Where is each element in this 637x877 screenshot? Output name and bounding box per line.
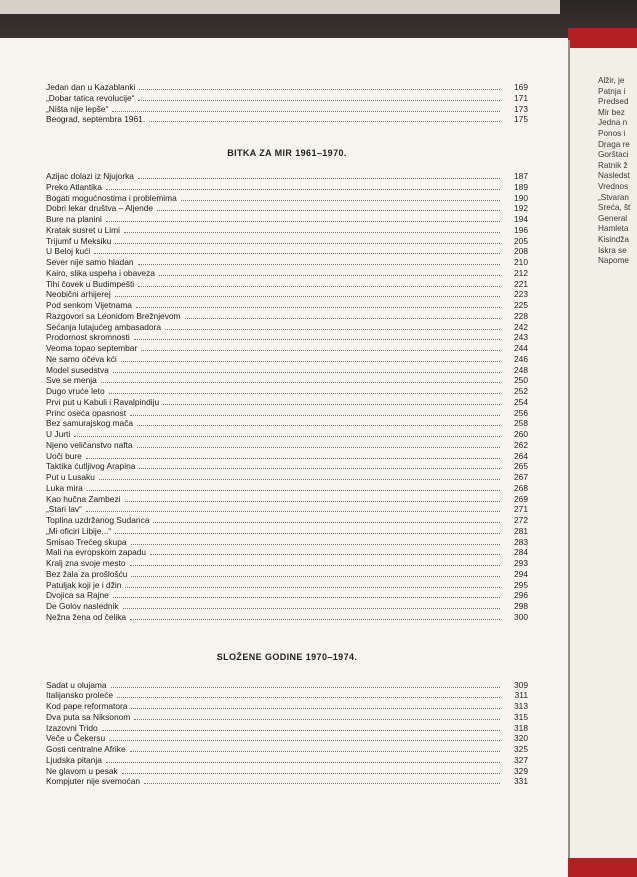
toc-page-number: 223: [514, 289, 528, 300]
previous-page-edge: [0, 0, 560, 14]
toc-entry-title: Nežna žena od čelika: [46, 611, 127, 622]
dot-leader: [139, 467, 500, 469]
toc-page-number: 205: [514, 235, 528, 246]
dot-leader: [131, 575, 500, 577]
toc-entry: [46, 289, 528, 300]
toc-entry: [46, 451, 528, 462]
dot-leader: [124, 231, 500, 233]
toc-entry-title: Razgovori sa Leonidom Brežnjevom: [46, 310, 181, 321]
toc-entry-title: Toplina uzdržanog Sudanca: [46, 515, 150, 525]
dot-leader: [94, 252, 500, 254]
toc-entry: [46, 311, 528, 322]
toc-entry: [46, 114, 528, 125]
toc-entry-title: Put u Lusaku: [46, 472, 95, 482]
toc-entry-title: Bogati mogućnostima i problemima: [46, 192, 177, 203]
toc-entry: [46, 712, 528, 723]
toc-entry: [46, 680, 528, 691]
toc-entry-title: Italijansko proleće: [46, 690, 114, 701]
book-cover-edge-top: [568, 28, 637, 48]
toc-page-number: 175: [514, 114, 528, 125]
toc-page-number: 194: [514, 214, 528, 224]
toc-entry: [46, 82, 528, 93]
adjacent-page-line: Jedna n: [598, 118, 628, 128]
dot-leader: [157, 209, 500, 211]
toc-page-number: 242: [514, 321, 528, 332]
dot-leader: [117, 696, 500, 698]
dot-leader: [106, 188, 500, 190]
toc-page-number: 262: [514, 439, 528, 450]
adjacent-page-line: Predsed: [598, 97, 629, 107]
toc-entry: [46, 408, 528, 419]
toc-page-number: 313: [514, 701, 528, 711]
toc-entry-title: Gosti centralne Afrike: [46, 744, 126, 754]
dot-leader: [122, 772, 500, 774]
toc-entry-title: Veoma topao septembar: [46, 343, 138, 353]
toc-entry-title: Patuljak koji je i džin: [46, 579, 122, 590]
dot-leader: [99, 478, 500, 480]
toc-entry: [46, 193, 528, 204]
toc-page-number: 190: [514, 192, 528, 203]
toc-entry-title: Preko Atlantika: [46, 181, 102, 192]
toc-entry-title: Dva puta sa Niksonom: [46, 711, 131, 722]
adjacent-page-line: Iskra se: [598, 245, 627, 255]
toc-entry: [46, 322, 528, 333]
toc-page-number: 281: [514, 525, 528, 536]
toc-page-number: 283: [514, 536, 528, 547]
toc-entry: [46, 365, 528, 376]
adjacent-page-line: Napome: [598, 256, 629, 266]
toc-page-number: 295: [514, 579, 528, 590]
dot-leader: [149, 120, 500, 122]
toc-entry-title: „Ništa nije lepše“: [46, 103, 109, 114]
toc-section-bitka-za-mir: [46, 171, 528, 623]
toc-page-number: 320: [514, 733, 528, 744]
toc-entry: [46, 236, 528, 247]
toc-entry: [46, 601, 528, 612]
toc-entry: [46, 104, 528, 115]
dot-leader: [134, 338, 500, 340]
toc-entry: [46, 590, 528, 601]
toc-page-number: 298: [514, 601, 528, 611]
toc-entry: [46, 300, 528, 311]
toc-entry: [46, 766, 528, 777]
toc-entry: [46, 279, 528, 290]
toc-entry: [46, 93, 528, 104]
dot-leader: [113, 596, 500, 598]
dot-leader: [141, 349, 500, 351]
toc-entry: [46, 483, 528, 494]
adjacent-page-line: Gorštaci: [598, 150, 629, 160]
toc-entry-title: Smisao Trećeg skupa: [46, 536, 127, 547]
toc-entry: [46, 343, 528, 354]
toc-page-number: 309: [514, 679, 528, 690]
toc-entry: [46, 418, 528, 429]
toc-entry: [46, 504, 528, 515]
toc-entry: [46, 257, 528, 268]
toc-entry: [46, 203, 528, 214]
dot-leader: [86, 510, 500, 512]
adjacent-page-line: Nasledst: [598, 171, 630, 181]
toc-page-number: 189: [514, 181, 528, 192]
dot-leader: [136, 306, 500, 308]
section-heading-bitka-za-mir: BITKA ZA MIR 1961–1970.: [227, 148, 347, 158]
toc-entry-title: Kao hučna Zambezi: [46, 493, 121, 504]
toc-entry: [46, 733, 528, 744]
toc-page-number: 250: [514, 375, 528, 386]
dot-leader: [181, 199, 500, 201]
toc-page-number: 311: [514, 690, 528, 701]
toc-page-number: 248: [514, 364, 528, 375]
adjacent-page-line: Hamleta: [598, 224, 629, 234]
toc-entry-title: Kratak susret u Limi: [46, 224, 121, 235]
dot-leader: [138, 177, 500, 179]
toc-entry: [46, 386, 528, 397]
toc-entry: [46, 461, 528, 472]
toc-page-number: 325: [514, 744, 528, 754]
toc-entry-title: Sadat u olujama: [46, 679, 107, 690]
dot-leader: [106, 761, 500, 763]
toc-page-number: 173: [514, 103, 528, 114]
dot-leader: [163, 403, 500, 405]
toc-entry-title: Bez žala za prošlošću: [46, 568, 128, 579]
toc-page-number: 300: [514, 611, 528, 622]
toc-entry: [46, 537, 528, 548]
toc-entry-title: Prodornost skromnosti: [46, 332, 130, 343]
dot-leader: [159, 274, 500, 276]
toc-entry-title: Model susedstva: [46, 364, 109, 375]
toc-page-number: 284: [514, 547, 528, 558]
toc-entry-title: Dobri lekar društva – Aljende: [46, 203, 154, 214]
toc-entry: [46, 354, 528, 365]
toc-page-number: 246: [514, 353, 528, 364]
adjacent-page-line: General: [598, 213, 628, 223]
dot-leader: [125, 500, 501, 502]
toc-entry-title: Pod senkom Vijetnama: [46, 300, 132, 310]
dot-leader: [130, 618, 500, 620]
toc-entry: [46, 526, 528, 537]
toc-page-number: 243: [514, 332, 528, 343]
toc-entry-title: Mali na evropskom zapadu: [46, 547, 147, 558]
toc-entry-title: Uoči bure: [46, 450, 82, 461]
dot-leader: [165, 328, 500, 330]
dot-leader: [131, 543, 500, 545]
toc-page-number: 225: [514, 300, 528, 310]
adjacent-page-line: Kisindža: [598, 234, 629, 244]
toc-entry-title: Sećanja lutajućeg ambasadora: [46, 321, 162, 332]
dot-leader: [185, 317, 500, 319]
dot-leader: [112, 110, 500, 112]
toc-entry: [46, 494, 528, 505]
toc-page-number: 254: [514, 396, 528, 407]
toc-page-number: 221: [514, 278, 528, 289]
toc-entry-title: Ne samo očeva kći: [46, 353, 117, 364]
toc-page-number: 256: [514, 407, 528, 418]
toc-entry-title: Prvi put u Kabuli i Ravalpindiju: [46, 396, 160, 407]
dot-leader: [125, 586, 500, 588]
toc-entry-title: Kairo, slika uspeha i obaveza: [46, 267, 155, 278]
toc-page-number: 331: [514, 776, 528, 787]
dot-leader: [74, 435, 500, 437]
toc-entry: [46, 472, 528, 483]
toc-entry-title: De Golov naslednik: [46, 601, 119, 611]
table-of-contents: [46, 82, 528, 787]
toc-page-number: 228: [514, 310, 528, 321]
dot-leader: [101, 381, 500, 383]
toc-entry-title: Taktika ćutljivog Arapina: [46, 461, 136, 472]
toc-entry: [46, 268, 528, 279]
dot-leader: [137, 424, 500, 426]
dot-leader: [109, 392, 500, 394]
toc-entry-title: Princ oseća opasnost: [46, 407, 127, 418]
toc-entry: [46, 171, 528, 182]
toc-entry-title: Jedan dan u Kazablanki: [46, 82, 136, 92]
dot-leader: [115, 295, 500, 297]
toc-entry: [46, 332, 528, 343]
adjacent-page-line: Draga re: [598, 139, 630, 149]
toc-entry-title: Dugo vruće leto: [46, 386, 105, 396]
toc-entry-title: „Dobar tatica revolucije“: [46, 92, 135, 103]
dot-leader: [113, 371, 500, 373]
dot-leader: [150, 553, 500, 555]
toc-entry-title: U Jurti: [46, 429, 71, 439]
toc-entry-title: Kod pape reformatora: [46, 701, 128, 711]
toc-page-number: 294: [514, 568, 528, 579]
dot-leader: [115, 242, 500, 244]
toc-entry: [46, 723, 528, 734]
toc-entry: [46, 214, 528, 225]
dot-leader: [153, 521, 500, 523]
dot-leader: [115, 532, 500, 534]
toc-entry-title: Luka mira: [46, 482, 83, 493]
dot-leader: [87, 489, 500, 491]
toc-entry-title: Beograd, septembra 1961.: [46, 114, 146, 125]
toc-page-number: 265: [514, 461, 528, 472]
adjacent-page-line: Vrednos: [598, 181, 629, 191]
toc-entry-title: Bez samurajskog mača: [46, 418, 134, 429]
top-background-band: [0, 0, 637, 40]
toc-entry: [46, 515, 528, 526]
toc-page-number: 296: [514, 590, 528, 601]
toc-page-number: 187: [514, 171, 528, 181]
adjacent-page-line: Ratnik ž: [598, 160, 628, 170]
dot-leader: [131, 707, 500, 709]
dot-leader: [121, 360, 500, 362]
toc-entry: [46, 429, 528, 440]
toc-entry: [46, 397, 528, 408]
toc-entry: [46, 246, 528, 257]
toc-page-number: 260: [514, 429, 528, 439]
dot-leader: [130, 750, 500, 752]
section-heading-slozene-godine: SLOŽENE GODINE 1970–1974.: [216, 651, 358, 662]
toc-page-number: 258: [514, 418, 528, 429]
toc-entry: [46, 690, 528, 701]
dot-leader: [111, 686, 500, 688]
adjacent-page-line: „Stvaran: [598, 192, 629, 202]
toc-entry: [46, 569, 528, 580]
dot-leader: [139, 88, 500, 90]
toc-entry-title: Ne glavom u pesak: [46, 765, 118, 776]
toc-page-number: 293: [514, 558, 528, 568]
dot-leader: [134, 718, 500, 720]
toc-page-number: 264: [514, 450, 528, 461]
toc-entry: [46, 225, 528, 236]
toc-page-number: 252: [514, 386, 528, 396]
toc-entry-title: „Stari lav“: [46, 504, 82, 515]
toc-entry-title: Trijumf u Meksiku: [46, 235, 112, 246]
book-cover-edge-bottom: [568, 858, 637, 877]
toc-page-number: 269: [514, 493, 528, 504]
toc-entry: [46, 547, 528, 558]
adjacent-page-line: Patnja i: [598, 86, 626, 96]
toc-entry-title: Sve se menja: [46, 375, 97, 386]
adjacent-page: [570, 48, 637, 858]
dot-leader: [102, 729, 500, 731]
toc-page-number: 329: [514, 765, 528, 776]
toc-entry-title: Bure na planini: [46, 214, 102, 224]
toc-page-number: 192: [514, 203, 528, 214]
dot-leader: [138, 285, 500, 287]
dot-leader: [123, 607, 500, 609]
toc-entry: [46, 440, 528, 451]
adjacent-page-line: Mir bez: [598, 107, 625, 117]
toc-page-number: 267: [514, 472, 528, 482]
toc-entry: [46, 701, 528, 712]
dot-leader: [130, 564, 500, 566]
toc-entry-title: U Beloj kući: [46, 246, 91, 257]
toc-entry-title: Tihi čovek u Budimpešti: [46, 278, 135, 289]
toc-entry: [46, 612, 528, 623]
toc-entry: [46, 375, 528, 386]
toc-entry-title: Dvojica sa Rajne: [46, 590, 109, 601]
toc-entry-title: Sever nije samo hladan: [46, 257, 134, 267]
toc-page-number: 208: [514, 246, 528, 257]
dot-leader: [86, 457, 500, 459]
toc-entry: [46, 755, 528, 766]
toc-entry-title: Izazovni Trido: [46, 722, 98, 733]
toc-entry: [46, 182, 528, 193]
toc-page-number: 327: [514, 754, 528, 765]
dot-leader: [109, 739, 500, 741]
toc-entry-title: Kralj zna svoje mesto: [46, 558, 126, 568]
toc-page-number: 169: [514, 82, 528, 92]
dot-leader: [106, 220, 500, 222]
toc-entry-title: Veče u Čekersu: [46, 733, 106, 744]
adjacent-page-lines: [598, 76, 637, 267]
toc-page-number: 318: [514, 722, 528, 733]
toc-page-number: 268: [514, 482, 528, 493]
toc-entry-title: Azijac dolazi iz Njujorka: [46, 171, 134, 181]
toc-entry: [46, 776, 528, 787]
adjacent-page-line: Sreća, št: [598, 203, 631, 213]
toc-page-number: 210: [514, 257, 528, 267]
toc-page-number: 315: [514, 711, 528, 722]
dot-leader: [144, 782, 500, 784]
dot-leader: [137, 446, 500, 448]
toc-entry-title: „Mi oficiri Libije...“: [46, 525, 112, 536]
adjacent-page-line: Alžir, je: [598, 76, 625, 85]
toc-entry-title: Neobični arhijerej: [46, 289, 111, 300]
toc-page-number: 244: [514, 343, 528, 353]
dot-leader: [138, 263, 500, 265]
dot-leader: [130, 414, 500, 416]
toc-page-number: 212: [514, 267, 528, 278]
toc-entry: [46, 744, 528, 755]
toc-page-number: 196: [514, 224, 528, 235]
toc-entry-title: Ljudska pitanja: [46, 754, 102, 765]
toc-page-number: 271: [514, 504, 528, 515]
toc-entry: [46, 558, 528, 569]
toc-section-continued: [46, 82, 528, 125]
adjacent-page-line: Ponos i: [598, 128, 626, 138]
toc-entry: [46, 580, 528, 591]
toc-section-slozene-godine: [46, 680, 528, 788]
toc-entry-title: Njeno veličanstvo nafta: [46, 439, 133, 450]
toc-page-number: 171: [514, 92, 528, 103]
toc-entry-title: Kompjuter nije svemoćan: [46, 776, 141, 787]
dot-leader: [138, 99, 500, 101]
toc-page-number: 272: [514, 515, 528, 525]
